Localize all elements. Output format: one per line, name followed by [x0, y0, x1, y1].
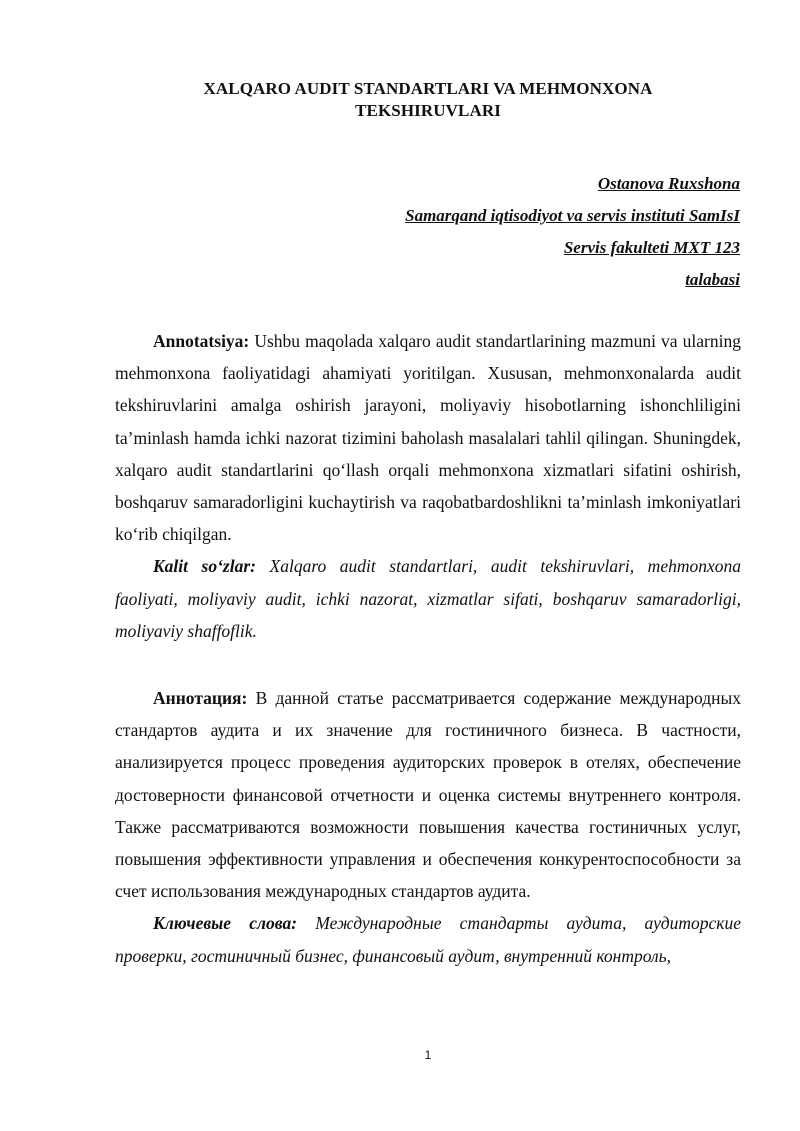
author-institution: Samarqand iqtisodiyot va servis instituti SamIsI [405, 206, 740, 225]
abstract-uz-text: Ushbu maqolada xalqaro audit standartlarining mazmuni va ularning mehmonxona faoliyatidagi ahamiyati yoritilgan. Xususan, mehmonxonalarda audit tekshiruvlarini amalga oshirish jarayoni, moliyaviy hisobotlarning ishonchliligini ta’minlash hamda ichki nazorat tizimini baholash masalalari tahlil qilingan. Shuningdek, xalqaro audit standartlarini qo‘llash orqali mehmonxona xizmatlari sifatini oshirish, boshqaruv samaradorligini kuchaytirish va raqobatbardoshlikni ta’minlash imkoniyatlari ko‘rib chiqilgan. [115, 331, 741, 545]
paper-title-line-2: TEKSHIRUVLARI [355, 101, 501, 120]
abstract-uz-label: Annotatsiya: [153, 331, 250, 351]
abstract-uz-section [115, 325, 741, 647]
paper-title [100, 78, 756, 122]
paper-title-line-1: XALQARO AUDIT STANDARTLARI VA MEHMONXONA [203, 79, 653, 98]
keywords-uz-paragraph [115, 550, 741, 647]
keywords-ru-paragraph [115, 907, 741, 971]
author-faculty: Servis fakulteti MXT 123 [563, 238, 740, 257]
abstract-ru-section [115, 682, 741, 972]
keywords-uz-label: Kalit so‘zlar: [153, 556, 256, 577]
author-name: Ostanova Ruxshona [597, 174, 740, 193]
keywords-uz-text: Xalqaro audit standartlari, audit tekshiruvlari, mehmonxona faoliyati, moliyaviy audit, ichki nazorat, xizmatlar sifati, boshqaruv samaradorligi, moliyaviy shaffoflik. [115, 556, 741, 641]
keywords-ru-text: Международные стандарты аудита, аудиторские проверки, гостиничный бизнес, финансовый аудит, внутренний контроль, [115, 913, 742, 966]
abstract-ru-label: Аннотация: [153, 688, 248, 708]
abstract-ru-paragraph [115, 682, 741, 907]
page-number: 1 [424, 1048, 432, 1062]
abstract-uz-paragraph [115, 325, 741, 550]
author-block [405, 168, 740, 296]
author-status: talabasi [685, 270, 740, 289]
abstract-ru-text: В данной статье рассматривается содержание международных стандартов аудита и их значение для гостиничного бизнеса. В частности, анализируется процесс проведения аудиторских проверок в отелях, обеспечение достоверности финансовой отчетности и оценка системы внутреннего контроля. Также рассматриваются возможности повышения качества гостиничных услуг, повышения эффективности управления и обеспечения конкурентоспособности за счет использования международных стандартов аудита. [115, 688, 741, 902]
keywords-ru-label: Ключевые слова: [153, 913, 298, 934]
